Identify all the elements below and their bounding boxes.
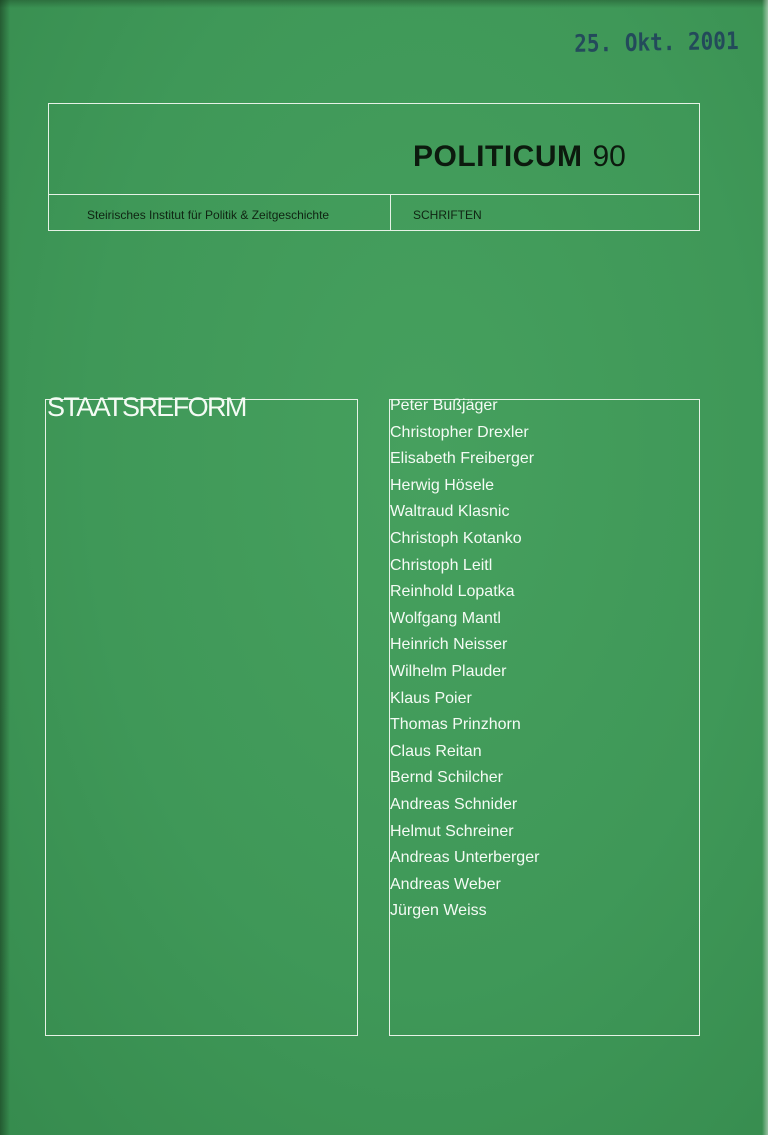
publisher-institute: Steirisches Institut für Politik & Zeitgeschichte [87,208,330,222]
author-name: Waltraud Klasnic [390,503,510,521]
author-name: Andreas Schnider [390,795,518,813]
author-name: Klaus Poier [390,689,472,707]
publication-title [413,142,626,172]
date-stamp: 25. Okt. 2001 [574,27,739,58]
author-name: Wilhelm Plauder [390,662,507,680]
author-name: Heinrich Neisser [390,636,508,654]
header-divider-vertical [390,194,391,231]
cover-edge-highlight-right [762,0,768,1135]
author-name: Peter Bußjäger [390,397,498,414]
author-name: Bernd Schilcher [390,769,503,787]
author-name: Elisabeth Freiberger [390,450,535,468]
author-name: Claus Reitan [390,742,482,760]
author-name: Andreas Unterberger [390,849,540,867]
header-divider-horizontal [49,194,699,195]
author-name: Thomas Prinzhorn [390,716,521,734]
author-name: Christopher Drexler [390,423,529,441]
author-name: Wolfgang Mantl [390,609,501,627]
header-frame [48,103,700,231]
author-name: Reinhold Lopatka [390,583,515,601]
title-word: POLITICUM [413,140,583,173]
author-name: Jürgen Weiss [390,902,487,920]
series-label: SCHRIFTEN [413,208,482,222]
author-name: Herwig Hösele [390,476,495,494]
topic-title: STAATSREFORM [47,392,246,422]
author-name: Andreas Weber [390,875,501,893]
author-name: Christoph Leitl [390,556,493,574]
author-name: Helmut Schreiner [390,822,514,840]
cover-edge-shadow-left [0,0,10,1135]
topic-frame [45,399,358,1036]
cover-edge-shadow-top [0,0,768,8]
issue-number: 90 [592,140,626,173]
author-name: Christoph Kotanko [390,529,522,547]
authors-list [390,393,539,925]
